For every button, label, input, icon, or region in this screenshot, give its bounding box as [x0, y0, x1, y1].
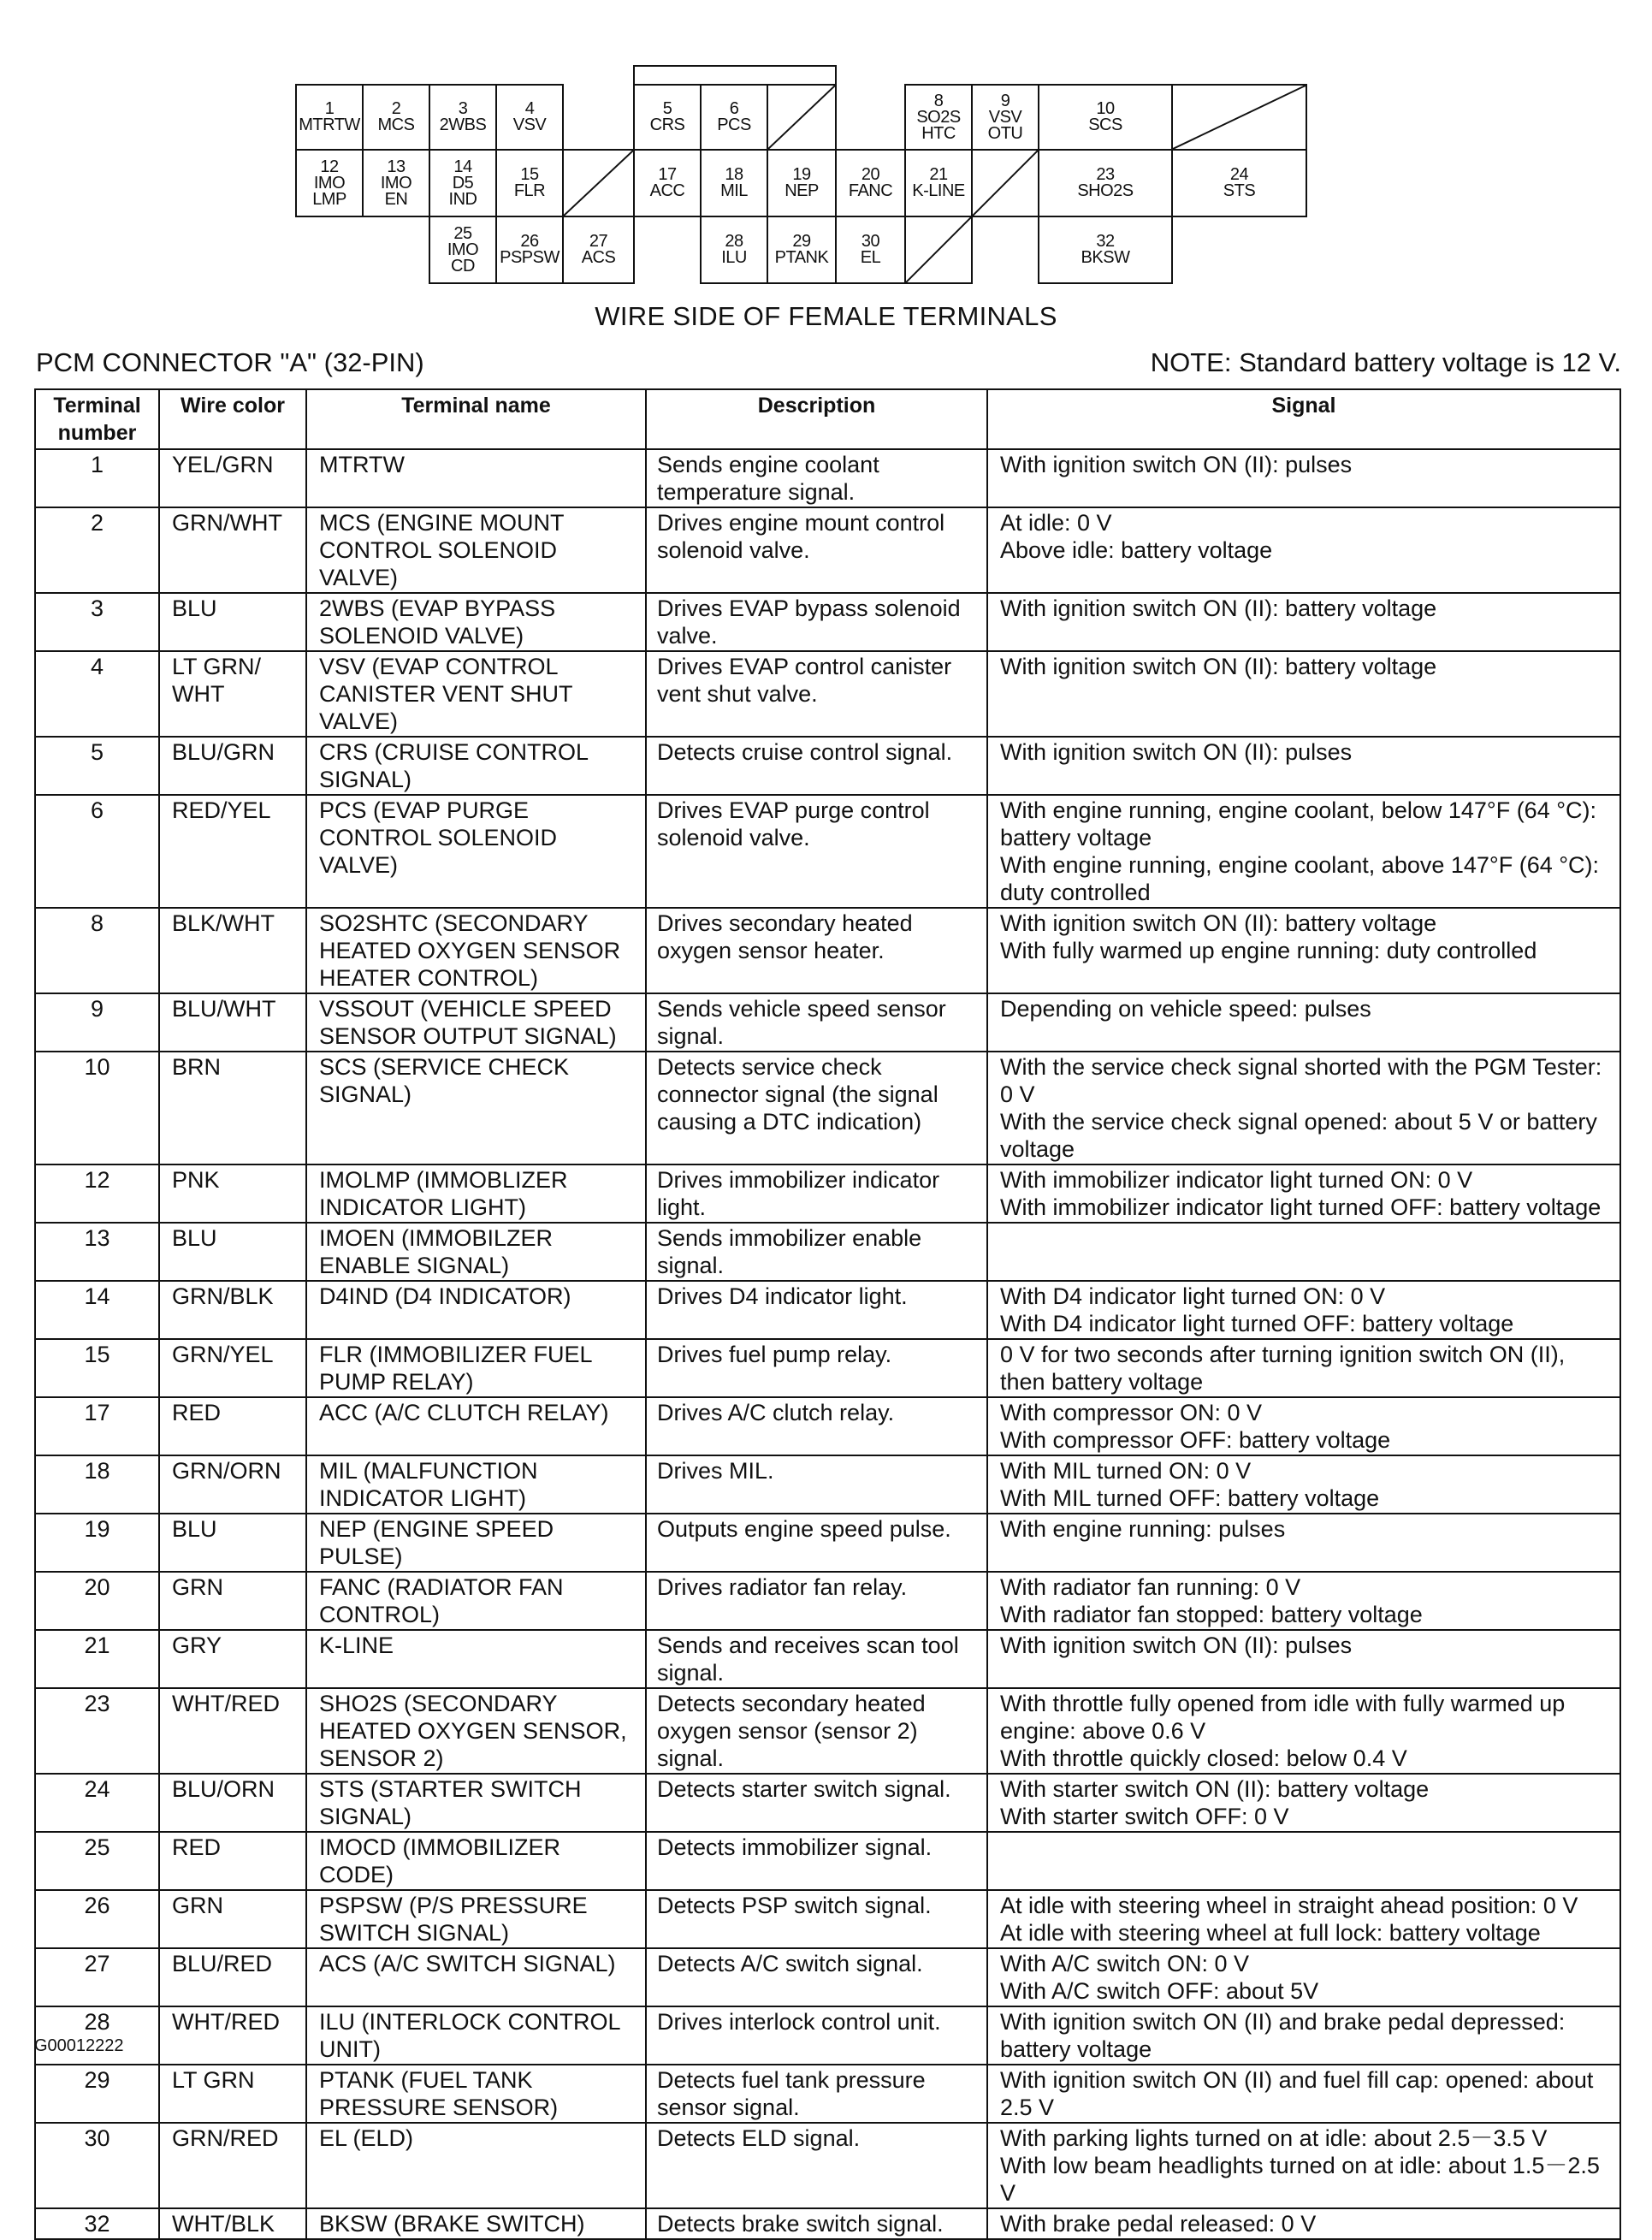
- pin-label: EN: [384, 189, 408, 209]
- pin-number: 5: [662, 99, 672, 118]
- pin-label: SO2S: [916, 107, 961, 127]
- terminal-number-cell: 23: [35, 1688, 159, 1774]
- terminal-number-cell: 29: [35, 2065, 159, 2123]
- pin-label: STS: [1223, 181, 1256, 200]
- wire-color-cell: WHT/RED: [159, 2006, 306, 2065]
- terminal-number-cell: 26: [35, 1890, 159, 1948]
- pin-number: 6: [729, 99, 739, 118]
- description-cell: Detects secondary heated oxygen sensor (sensor 2) signal.: [646, 1688, 987, 1774]
- pin-label: VSV: [988, 107, 1022, 127]
- description-cell: Sends and receives scan tool signal.: [646, 1630, 987, 1688]
- signal-cell: With ignition switch ON (II): battery voltage: [987, 593, 1620, 651]
- pin-label: PCS: [717, 116, 751, 134]
- pin-label: FLR: [513, 181, 546, 200]
- table-row: [35, 2208, 1620, 2239]
- terminal-number-cell: 1: [35, 449, 159, 507]
- pin-label: MIL: [720, 181, 748, 200]
- terminal-name-cell: D4IND (D4 INDICATOR): [306, 1281, 646, 1339]
- terminal-number-cell: 19: [35, 1514, 159, 1572]
- pin-number: 32: [1096, 232, 1115, 251]
- pin-label: NEP: [785, 181, 819, 200]
- terminal-name-cell: ACS (A/C SWITCH SIGNAL): [306, 1948, 646, 2006]
- pin-label: MCS: [377, 116, 415, 134]
- pin-cell: [904, 149, 973, 217]
- table-row: [35, 908, 1620, 993]
- pin-cell: [495, 84, 564, 151]
- signal-cell: With A/C switch ON: 0 V With A/C switch OFF: about 5V: [987, 1948, 1620, 2006]
- table-row: [35, 1339, 1620, 1397]
- table-row: [35, 1455, 1620, 1514]
- pin-cell: [835, 149, 906, 217]
- table-row: [35, 1890, 1620, 1948]
- signal-cell: With parking lights turned on at idle: about 2.5－3.5 V With low beam headlights turned on at idle: about 1.5－2.5 V: [987, 2123, 1620, 2208]
- pin-cell: [295, 84, 364, 151]
- terminal-name-cell: ACC (A/C CLUTCH RELAY): [306, 1397, 646, 1455]
- pin-number: 1: [324, 99, 335, 118]
- table-row: [35, 1164, 1620, 1223]
- pin-number: 17: [658, 165, 677, 184]
- table-row: [35, 1223, 1620, 1281]
- signal-cell: With ignition switch ON (II): pulses: [987, 737, 1620, 795]
- pin-number: 23: [1096, 165, 1115, 184]
- pin-cell: [1038, 149, 1173, 217]
- terminal-number-cell: 21: [35, 1630, 159, 1688]
- signal-cell: With ignition switch ON (II): pulses: [987, 1630, 1620, 1688]
- table-row: [35, 1514, 1620, 1572]
- signal-cell: With immobilizer indicator light turned ON: 0 V With immobilizer indicator light turned OFF: battery voltage: [987, 1164, 1620, 1223]
- description-cell: Detects immobilizer signal.: [646, 1832, 987, 1890]
- terminal-number-cell: 14: [35, 1281, 159, 1339]
- empty-pin-slot: [767, 84, 837, 151]
- wire-color-cell: LT GRN/ WHT: [159, 651, 306, 737]
- table-body: [35, 449, 1620, 2239]
- description-cell: Detects A/C switch signal.: [646, 1948, 987, 2006]
- wire-color-cell: RED: [159, 1832, 306, 1890]
- terminal-name-cell: EL (ELD): [306, 2123, 646, 2208]
- description-cell: Detects PSP switch signal.: [646, 1890, 987, 1948]
- col-header-wire-color: Wire color: [159, 389, 306, 449]
- wire-color-cell: RED: [159, 1397, 306, 1455]
- pin-number: 18: [725, 165, 743, 184]
- wire-color-cell: PNK: [159, 1164, 306, 1223]
- description-cell: Drives A/C clutch relay.: [646, 1397, 987, 1455]
- wire-color-cell: BLU/GRN: [159, 737, 306, 795]
- terminal-name-cell: CRS (CRUISE CONTROL SIGNAL): [306, 737, 646, 795]
- terminal-name-cell: SHO2S (SECONDARY HEATED OXYGEN SENSOR, SENSOR 2): [306, 1688, 646, 1774]
- wire-color-cell: GRN/ORN: [159, 1455, 306, 1514]
- pin-number: 25: [453, 223, 472, 243]
- wire-color-cell: BLU/ORN: [159, 1774, 306, 1832]
- pin-cell: [767, 149, 837, 217]
- wire-color-cell: GRY: [159, 1630, 306, 1688]
- pin-number: 13: [387, 157, 406, 176]
- terminal-name-cell: STS (STARTER SWITCH SIGNAL): [306, 1774, 646, 1832]
- wire-color-cell: GRN/YEL: [159, 1339, 306, 1397]
- pin-label: IMO: [447, 240, 479, 259]
- terminal-name-cell: 2WBS (EVAP BYPASS SOLENOID VALVE): [306, 593, 646, 651]
- pin-cell: [362, 149, 430, 217]
- terminal-number-cell: 24: [35, 1774, 159, 1832]
- description-cell: Sends vehicle speed sensor signal.: [646, 993, 987, 1052]
- pin-cell: [971, 84, 1039, 151]
- signal-cell: With engine running: pulses: [987, 1514, 1620, 1572]
- signal-cell: With throttle fully opened from idle with fully warmed up engine: above 0.6 V With throttle quickly closed: below 0.4 V: [987, 1688, 1620, 1774]
- wire-color-cell: GRN: [159, 1890, 306, 1948]
- description-cell: Detects service check connector signal (the signal causing a DTC indication): [646, 1052, 987, 1164]
- table-row: [35, 651, 1620, 737]
- description-cell: Drives interlock control unit.: [646, 2006, 987, 2065]
- table-row: [35, 1688, 1620, 1774]
- table-row: [35, 1052, 1620, 1164]
- terminal-name-cell: SO2SHTC (SECONDARY HEATED OXYGEN SENSOR HEATER CONTROL): [306, 908, 646, 993]
- col-header-terminal-number: Terminal number: [35, 389, 159, 449]
- table-row: [35, 1630, 1620, 1688]
- terminal-name-cell: PSPSW (P/S PRESSURE SWITCH SIGNAL): [306, 1890, 646, 1948]
- terminal-number-cell: 2: [35, 507, 159, 593]
- terminal-number-cell: 3: [35, 593, 159, 651]
- pin-cell: [429, 216, 497, 284]
- description-cell: Drives MIL.: [646, 1455, 987, 1514]
- signal-cell: With ignition switch ON (II) and fuel fill cap: opened: about 2.5 V: [987, 2065, 1620, 2123]
- table-row: [35, 593, 1620, 651]
- terminal-number-cell: 27: [35, 1948, 159, 2006]
- table-row: [35, 1572, 1620, 1630]
- wire-color-cell: BLU/WHT: [159, 993, 306, 1052]
- signal-cell: With ignition switch ON (II): pulses: [987, 449, 1620, 507]
- wire-color-cell: BLU: [159, 1223, 306, 1281]
- pin-label: D5: [452, 173, 474, 193]
- terminal-number-cell: 30: [35, 2123, 159, 2208]
- terminal-number-cell: 20: [35, 1572, 159, 1630]
- description-cell: Detects cruise control signal.: [646, 737, 987, 795]
- terminal-name-cell: SCS (SERVICE CHECK SIGNAL): [306, 1052, 646, 1164]
- pin-number: 4: [524, 99, 535, 118]
- col-header-description: Description: [646, 389, 987, 449]
- terminal-name-cell: MTRTW: [306, 449, 646, 507]
- terminal-number-cell: 9: [35, 993, 159, 1052]
- table-row: [35, 1281, 1620, 1339]
- terminal-number-cell: 18: [35, 1455, 159, 1514]
- pin-label: PTANK: [774, 248, 829, 267]
- connector-key: [633, 65, 837, 86]
- pin-number: 12: [320, 157, 339, 176]
- pin-number: 24: [1229, 165, 1249, 184]
- description-cell: Detects starter switch signal.: [646, 1774, 987, 1832]
- terminal-name-cell: IMOEN (IMMOBILZER ENABLE SIGNAL): [306, 1223, 646, 1281]
- pin-label: HTC: [921, 123, 956, 143]
- pin-number: 20: [861, 165, 880, 184]
- table-row: [35, 993, 1620, 1052]
- terminal-number-cell: 28: [35, 2006, 159, 2065]
- pin-label: SHO2S: [1077, 181, 1134, 200]
- pin-cell: [700, 149, 768, 217]
- table-row: [35, 449, 1620, 507]
- pin-number: 15: [520, 165, 539, 184]
- pin-label: IND: [448, 189, 477, 209]
- pin-number: 10: [1096, 99, 1115, 118]
- signal-cell: At idle: 0 V Above idle: battery voltage: [987, 507, 1620, 593]
- description-cell: Drives secondary heated oxygen sensor heater.: [646, 908, 987, 993]
- table-row: [35, 737, 1620, 795]
- pin-label: LMP: [312, 189, 346, 209]
- table-header-row: [35, 389, 1620, 449]
- terminal-name-cell: K-LINE: [306, 1630, 646, 1688]
- empty-pin-slot: [904, 216, 973, 284]
- pin-cell: [495, 149, 564, 217]
- terminal-number-cell: 4: [35, 651, 159, 737]
- table-row: [35, 795, 1620, 908]
- signal-cell: With starter switch ON (II): battery voltage With starter switch OFF: 0 V: [987, 1774, 1620, 1832]
- description-cell: Drives EVAP control canister vent shut valve.: [646, 651, 987, 737]
- description-cell: Drives engine mount control solenoid valve.: [646, 507, 987, 593]
- pin-cell: [429, 149, 497, 217]
- pin-label: ACS: [581, 248, 616, 267]
- terminal-number-cell: 15: [35, 1339, 159, 1397]
- wire-color-cell: GRN: [159, 1572, 306, 1630]
- pin-label: CD: [451, 256, 475, 276]
- table-row: [35, 507, 1620, 593]
- pin-label: 2WBS: [439, 116, 487, 134]
- terminal-number-cell: 17: [35, 1397, 159, 1455]
- terminal-name-cell: FANC (RADIATOR FAN CONTROL): [306, 1572, 646, 1630]
- terminal-number-cell: 12: [35, 1164, 159, 1223]
- wire-color-cell: RED/YEL: [159, 795, 306, 908]
- pin-number: 8: [933, 91, 944, 110]
- terminal-name-cell: MIL (MALFUNCTION INDICATOR LIGHT): [306, 1455, 646, 1514]
- table-row: [35, 1832, 1620, 1890]
- terminal-name-cell: IMOCD (IMMOBILIZER CODE): [306, 1832, 646, 1890]
- terminal-number-cell: 32: [35, 2208, 159, 2239]
- pin-cell: [700, 84, 768, 151]
- table-row: [35, 1774, 1620, 1832]
- pin-cell: [495, 216, 564, 284]
- description-cell: Drives EVAP purge control solenoid valve.: [646, 795, 987, 908]
- wire-color-cell: WHT/BLK: [159, 2208, 306, 2239]
- pin-label: ACC: [649, 181, 685, 200]
- terminal-name-cell: FLR (IMMOBILIZER FUEL PUMP RELAY): [306, 1339, 646, 1397]
- signal-cell: At idle with steering wheel in straight ahead position: 0 V At idle with steering wheel at full lock: battery voltage: [987, 1890, 1620, 1948]
- pin-cell: [700, 216, 768, 284]
- signal-cell: Depending on vehicle speed: pulses: [987, 993, 1620, 1052]
- description-cell: Sends immobilizer enable signal.: [646, 1223, 987, 1281]
- description-cell: Detects fuel tank pressure sensor signal.: [646, 2065, 987, 2123]
- signal-cell: With ignition switch ON (II) and brake pedal depressed: battery voltage: [987, 2006, 1620, 2065]
- table-row: [35, 1948, 1620, 2006]
- pin-label: FANC: [848, 181, 893, 200]
- pin-cell: [1038, 84, 1173, 151]
- signal-cell: With ignition switch ON (II): battery voltage With fully warmed up engine running: duty controlled: [987, 908, 1620, 993]
- signal-cell: [987, 1223, 1620, 1281]
- terminal-number-cell: 6: [35, 795, 159, 908]
- terminal-name-cell: IMOLMP (IMMOBLIZER INDICATOR LIGHT): [306, 1164, 646, 1223]
- description-cell: Drives immobilizer indicator light.: [646, 1164, 987, 1223]
- terminal-name-cell: NEP (ENGINE SPEED PULSE): [306, 1514, 646, 1572]
- wire-color-cell: BLU: [159, 593, 306, 651]
- pin-number: 27: [589, 232, 608, 251]
- table-row: [35, 1397, 1620, 1455]
- pin-cell: [633, 149, 702, 217]
- pin-label: CRS: [649, 116, 685, 134]
- connector-diagram: [0, 0, 1652, 291]
- wire-color-cell: GRN/RED: [159, 2123, 306, 2208]
- wire-color-cell: LT GRN: [159, 2065, 306, 2123]
- wire-color-cell: GRN/WHT: [159, 507, 306, 593]
- pin-cell: [1171, 149, 1307, 217]
- terminal-number-cell: 25: [35, 1832, 159, 1890]
- pin-label: K-LINE: [912, 181, 965, 200]
- connector-title: PCM CONNECTOR "A" (32-PIN): [36, 347, 424, 377]
- signal-cell: With MIL turned ON: 0 V With MIL turned OFF: battery voltage: [987, 1455, 1620, 1514]
- description-cell: Drives radiator fan relay.: [646, 1572, 987, 1630]
- pin-label: MTRTW: [299, 116, 360, 134]
- pin-number: 26: [520, 232, 539, 251]
- empty-pin-slot: [562, 149, 635, 217]
- pin-label: SCS: [1088, 116, 1122, 134]
- pin-number: 2: [391, 99, 401, 118]
- signal-cell: With radiator fan running: 0 V With radiator fan stopped: battery voltage: [987, 1572, 1620, 1630]
- diagram-caption: WIRE SIDE OF FEMALE TERMINALS: [595, 301, 1057, 331]
- wire-color-cell: BLU: [159, 1514, 306, 1572]
- table-row: [35, 2123, 1620, 2208]
- pin-label: VSV: [512, 116, 547, 134]
- terminal-name-cell: BKSW (BRAKE SWITCH): [306, 2208, 646, 2239]
- pin-number: 29: [792, 232, 811, 251]
- pin-number: 30: [861, 232, 880, 251]
- pin-number: 19: [792, 165, 811, 184]
- pin-cell: [562, 216, 635, 284]
- col-header-terminal-name: Terminal name: [306, 389, 646, 449]
- pin-cell: [633, 84, 702, 151]
- signal-cell: With compressor ON: 0 V With compressor OFF: battery voltage: [987, 1397, 1620, 1455]
- pin-label: EL: [860, 248, 881, 267]
- table-row: [35, 2065, 1620, 2123]
- terminal-table: [34, 388, 1621, 2240]
- pin-number: 21: [929, 165, 948, 184]
- terminal-name-cell: PTANK (FUEL TANK PRESSURE SENSOR): [306, 2065, 646, 2123]
- pin-cell: [835, 216, 906, 284]
- pin-label: OTU: [987, 123, 1023, 143]
- wire-color-cell: BLK/WHT: [159, 908, 306, 993]
- description-cell: Outputs engine speed pulse.: [646, 1514, 987, 1572]
- signal-cell: With the service check signal shorted with the PGM Tester: 0 V With the service check signal opened: about 5 V or battery voltage: [987, 1052, 1620, 1164]
- terminal-number-cell: 13: [35, 1223, 159, 1281]
- description-cell: Drives fuel pump relay.: [646, 1339, 987, 1397]
- description-cell: Detects ELD signal.: [646, 2123, 987, 2208]
- empty-pin-slot: [1171, 84, 1307, 151]
- description-cell: Detects brake switch signal.: [646, 2208, 987, 2239]
- signal-cell: With ignition switch ON (II): battery voltage: [987, 651, 1620, 737]
- pin-cell: [295, 149, 364, 217]
- wire-color-cell: YEL/GRN: [159, 449, 306, 507]
- pin-cell: [429, 84, 497, 151]
- pin-cell: [362, 84, 430, 151]
- signal-cell: [987, 1832, 1620, 1890]
- description-cell: Drives D4 indicator light.: [646, 1281, 987, 1339]
- voltage-note: NOTE: Standard battery voltage is 12 V.: [1150, 347, 1621, 377]
- table-row: [35, 2006, 1620, 2065]
- terminal-number-cell: 5: [35, 737, 159, 795]
- terminal-name-cell: ILU (INTERLOCK CONTROL UNIT): [306, 2006, 646, 2065]
- pin-label: BKSW: [1081, 248, 1130, 267]
- wire-color-cell: BRN: [159, 1052, 306, 1164]
- pin-label: ILU: [721, 248, 747, 267]
- pin-number: 14: [453, 157, 472, 176]
- terminal-name-cell: VSV (EVAP CONTROL CANISTER VENT SHUT VALVE): [306, 651, 646, 737]
- pin-label: IMO: [380, 173, 412, 193]
- pin-cell: [767, 216, 837, 284]
- pin-number: 9: [1000, 91, 1010, 110]
- pin-label: IMO: [313, 173, 346, 193]
- terminal-name-cell: MCS (ENGINE MOUNT CONTROL SOLENOID VALVE): [306, 507, 646, 593]
- pin-number: 3: [458, 99, 468, 118]
- pin-cell: [1038, 216, 1173, 284]
- signal-cell: With brake pedal released: 0 V: [987, 2208, 1620, 2239]
- terminal-name-cell: VSSOUT (VEHICLE SPEED SENSOR OUTPUT SIGNAL): [306, 993, 646, 1052]
- terminal-number-cell: 8: [35, 908, 159, 993]
- terminal-name-cell: PCS (EVAP PURGE CONTROL SOLENOID VALVE): [306, 795, 646, 908]
- pin-number: 28: [725, 232, 743, 251]
- col-header-signal: Signal: [987, 389, 1620, 449]
- pin-label: PSPSW: [500, 248, 560, 267]
- signal-cell: 0 V for two seconds after turning ignition switch ON (II), then battery voltage: [987, 1339, 1620, 1397]
- figure-code: G00012222: [34, 2036, 124, 2055]
- empty-pin-slot: [971, 149, 1039, 217]
- pin-cell: [904, 84, 973, 151]
- wire-color-cell: WHT/RED: [159, 1688, 306, 1774]
- signal-cell: With engine running, engine coolant, below 147°F (64 °C): battery voltage With engine running, engine coolant, above 147°F (64 °C): duty controlled: [987, 795, 1620, 908]
- description-cell: Sends engine coolant temperature signal.: [646, 449, 987, 507]
- terminal-number-cell: 10: [35, 1052, 159, 1164]
- signal-cell: With D4 indicator light turned ON: 0 V With D4 indicator light turned OFF: battery voltage: [987, 1281, 1620, 1339]
- wire-color-cell: GRN/BLK: [159, 1281, 306, 1339]
- wire-color-cell: BLU/RED: [159, 1948, 306, 2006]
- description-cell: Drives EVAP bypass solenoid valve.: [646, 593, 987, 651]
